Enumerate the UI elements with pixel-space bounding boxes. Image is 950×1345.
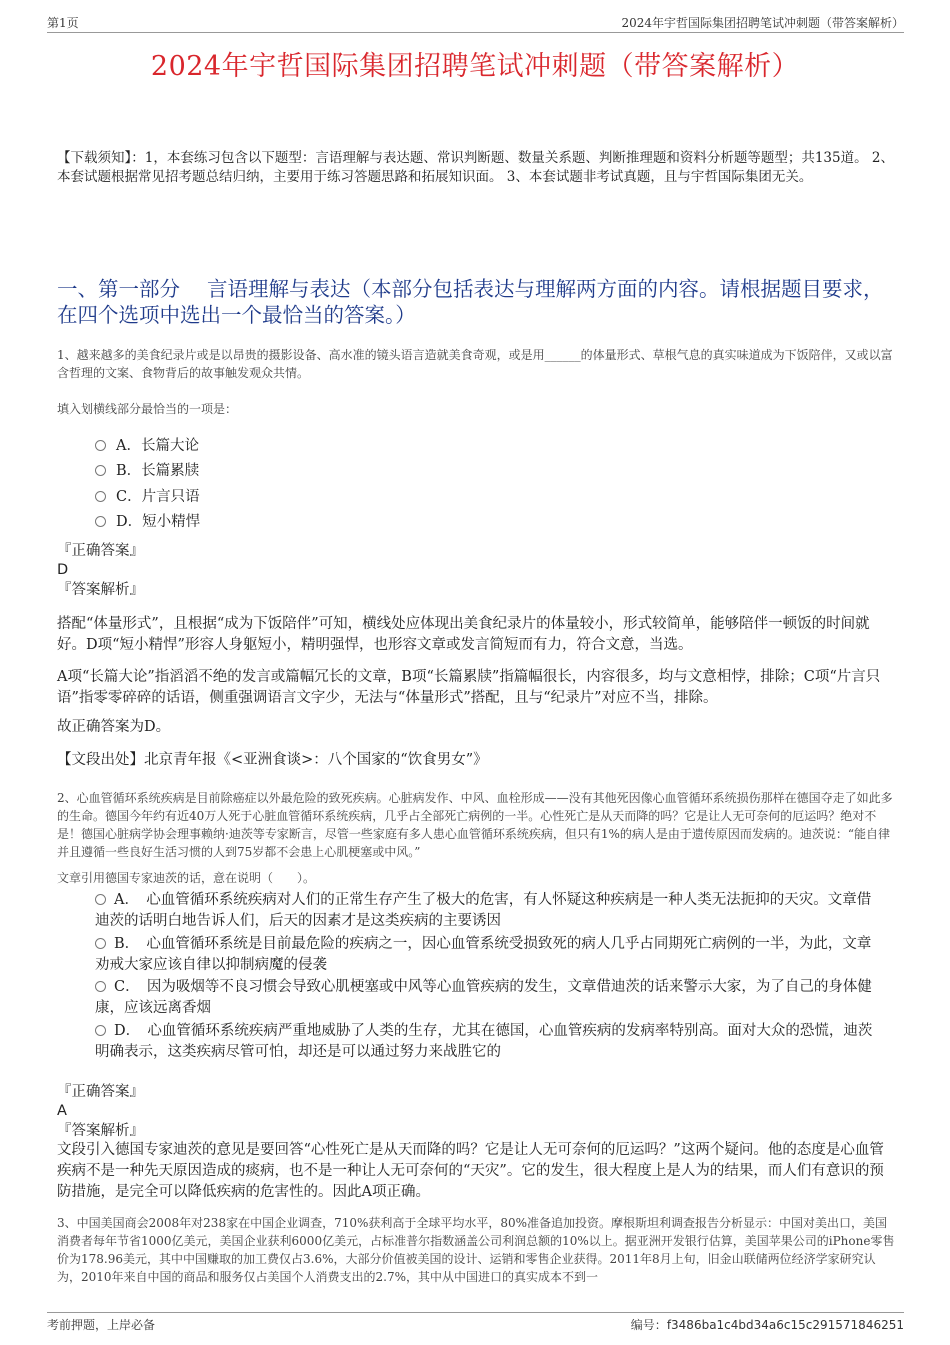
q1-source: 【文段出处】北京青年报《<亚洲食谈>：八个国家的“饮食男女”》 — [57, 752, 488, 768]
radio-icon[interactable] — [95, 938, 106, 949]
q1-analysis-para-1: 搭配“体量形式”，且根据“成为下饭陪伴”可知，横线处应体现出美食纪录片的体量较小，形式较简单，能够陪伴一顿饭的时间就好。D项“短小精悍”形容人身躯短小，精明强悍，也形容文章或发言简短而有力，符合文意，当选。 — [57, 616, 870, 653]
q1-analysis-label: 『答案解析』 — [57, 582, 144, 598]
radio-icon[interactable] — [95, 894, 106, 905]
page-footer — [47, 1312, 904, 1336]
footer-serial-label: 编号： — [630, 1318, 667, 1332]
q2-option-label: D． 心血管循环系统疾病严重地威胁了人类的生存，尤其在德国，心血管疾病的发病率特别高。面对大众的恐慌，迪茨明确表示，这类疾病尽管可怕，却还是可以通过努力来战胜它的 — [95, 1023, 873, 1060]
document-title: 2024年宇哲国际集团招聘笔试冲刺题（带答案解析） — [150, 51, 800, 82]
q2-stem: 2、心血管循环系统疾病是目前除癌症以外最危险的致死疾病。心脏病发作、中风、血栓形成——没有其他死因像心血管循环系统损伤那样在德国夺走了如此多的生命。德国今年约有近40万人死于心脏血管循环系统疾病，几乎占全部死亡病例的一半。心性死亡是从天而降的吗？它是让人无可奈何的厄运吗？绝对不是！德国心脏病学协会理事赖纳·迪茨等专家断言，尽管一些家庭有多人患心血管循环系统疾病，但只有1%的病人是由于遗传原因而发病的。迪茨说：“能自律并且遵循一些良好生活习惯的人到75岁都不会患上心肌梗塞或中风。” — [57, 791, 893, 859]
radio-icon[interactable] — [95, 1025, 106, 1036]
footer-serial-code: f3486ba1c4bd34a6c15c291571846251 — [666, 1318, 904, 1332]
radio-icon[interactable] — [95, 516, 106, 527]
q1-option-d[interactable] — [95, 512, 200, 532]
q2-answer-label: 『正确答案』 — [57, 1084, 144, 1100]
q1-prompt: 填入划横线部分最恰当的一项是： — [57, 402, 238, 416]
q1-stem: 1、越来越多的美食纪录片或是以昂贵的摄影设备、高水准的镜头语言造就美食奇观，或是用______的体量形式、草根气息的真实味道成为下饭陪伴，又或以富含哲理的文案、食物背后的故事触发观众共情。 — [57, 348, 893, 380]
radio-icon[interactable] — [95, 491, 106, 502]
q2-option-label: B． 心血管循环系统是目前最危险的疾病之一，因心血管系统受损致死的病人几乎占同期死亡病例的一半，为此，文章劝戒大家应该自律以抑制病魔的侵袭 — [95, 936, 872, 973]
q2-option-b[interactable] — [95, 934, 885, 976]
page-number: 第1页 — [47, 16, 79, 30]
section-heading: 一、第一部分 言语理解与表达（本部分包括表达与理解两方面的内容。请根据题目要求，在四个选项中选出一个最恰当的答案。） — [57, 277, 884, 327]
q2-option-label: A． 心血管循环系统疾病对人们的正常生存产生了极大的危害，有人怀疑这种疾病是一种人类无法扼抑的天灾。文章借迪茨的话明白地告诉人们，后天的因素才是这类疾病的主要诱因 — [95, 892, 872, 929]
q2-analysis: 文段引入德国专家迪茨的意见是要回答“心性死亡是从天而降的吗？它是让人无可奈何的厄运吗？”这两个疑问。他的态度是心血管疾病不是一种先天原因造成的痰病，也不是一种让人无可奈何的“天灾”。它的发生，很大程度上是人为的结果，而人们有意识的预防措施，是完全可以降低疾病的危害性的。因此A项正确。 — [57, 1142, 884, 1200]
q2-option-c[interactable] — [95, 977, 885, 1019]
radio-icon[interactable] — [95, 440, 106, 451]
q1-answer-label: 『正确答案』 — [57, 543, 144, 559]
q1-option-label: C．片言只语 — [116, 489, 200, 505]
q2-option-a[interactable] — [95, 890, 885, 932]
footer-serial — [631, 1316, 904, 1333]
q3-stem: 3、中国美国商会2008年对238家在中国企业调查，710%获利高于全球平均水平，80%准备追加投资。摩根斯坦利调查报告分析显示：中国对美出口，美国消费者每年节省1000亿美元，美国企业获利6000亿美元，占标准普尔指数涵盖公司利润总额的10%以上。据亚洲开发银行估算，美国苹果公司的iPhone零售价为178.96美元，其中中国赚取的加工费仅占3.6%，大部分价值被美国的设计、运销和零售企业获得。2011年8月上旬，旧金山联储两位经济学家研究认为，2010年来自中国的商品和服务仅占美国个人消费支出的2.7%，其中从中国进口的真实成本不到一 — [57, 1216, 895, 1284]
footer-slogan: 考前押题，上岸必备 — [47, 1318, 156, 1332]
q1-analysis-para-2: A项“长篇大论”指滔滔不绝的发言或篇幅冗长的文章，B项“长篇累牍”指篇幅很长，内容很多，均与文意相悖，排除；C项“片言只语”指零零碎碎的话语，侧重强调语言文字少，无法与“体量形式”搭配，且与“纪录片”对应不当，排除。 — [57, 669, 881, 706]
download-notice: 【下载须知】：1，本套练习包含以下题型：言语理解与表达题、常识判断题、数量关系题、判断推理题和资料分析题等题型；共135道。 2、本套试题根据常见招考题总结归纳，主要用于练习答题思路和拓展知识面。 3、本套试题非考试真题，且与宇哲国际集团无关。 — [57, 150, 894, 185]
q1-option-b[interactable] — [95, 461, 199, 481]
q2-option-d[interactable] — [95, 1021, 885, 1063]
q1-option-label: D．短小精悍 — [116, 514, 201, 530]
page-header — [47, 14, 904, 33]
radio-icon[interactable] — [95, 981, 106, 992]
q2-prompt: 文章引用德国专家迪茨的话，意在说明（ ）。 — [57, 871, 316, 885]
q1-answer: D — [57, 562, 69, 578]
radio-icon[interactable] — [95, 465, 106, 476]
q1-option-a[interactable] — [95, 436, 199, 456]
q2-option-label: C． 因为吸烟等不良习惯会导致心肌梗塞或中风等心血管疾病的发生，文章借迪茨的话来警示大家，为了自己的身体健康，应该远离香烟 — [95, 979, 872, 1016]
q1-analysis-para-3: 故正确答案为D。 — [57, 719, 171, 735]
q1-option-c[interactable] — [95, 487, 200, 507]
q1-option-label: A．长篇大论 — [116, 438, 199, 454]
q2-analysis-label: 『答案解析』 — [57, 1123, 144, 1139]
header-doc-title: 2024年宇哲国际集团招聘笔试冲刺题（带答案解析） — [621, 16, 904, 30]
q1-option-label: B．长篇累牍 — [116, 463, 200, 479]
q2-answer: A — [57, 1103, 67, 1119]
